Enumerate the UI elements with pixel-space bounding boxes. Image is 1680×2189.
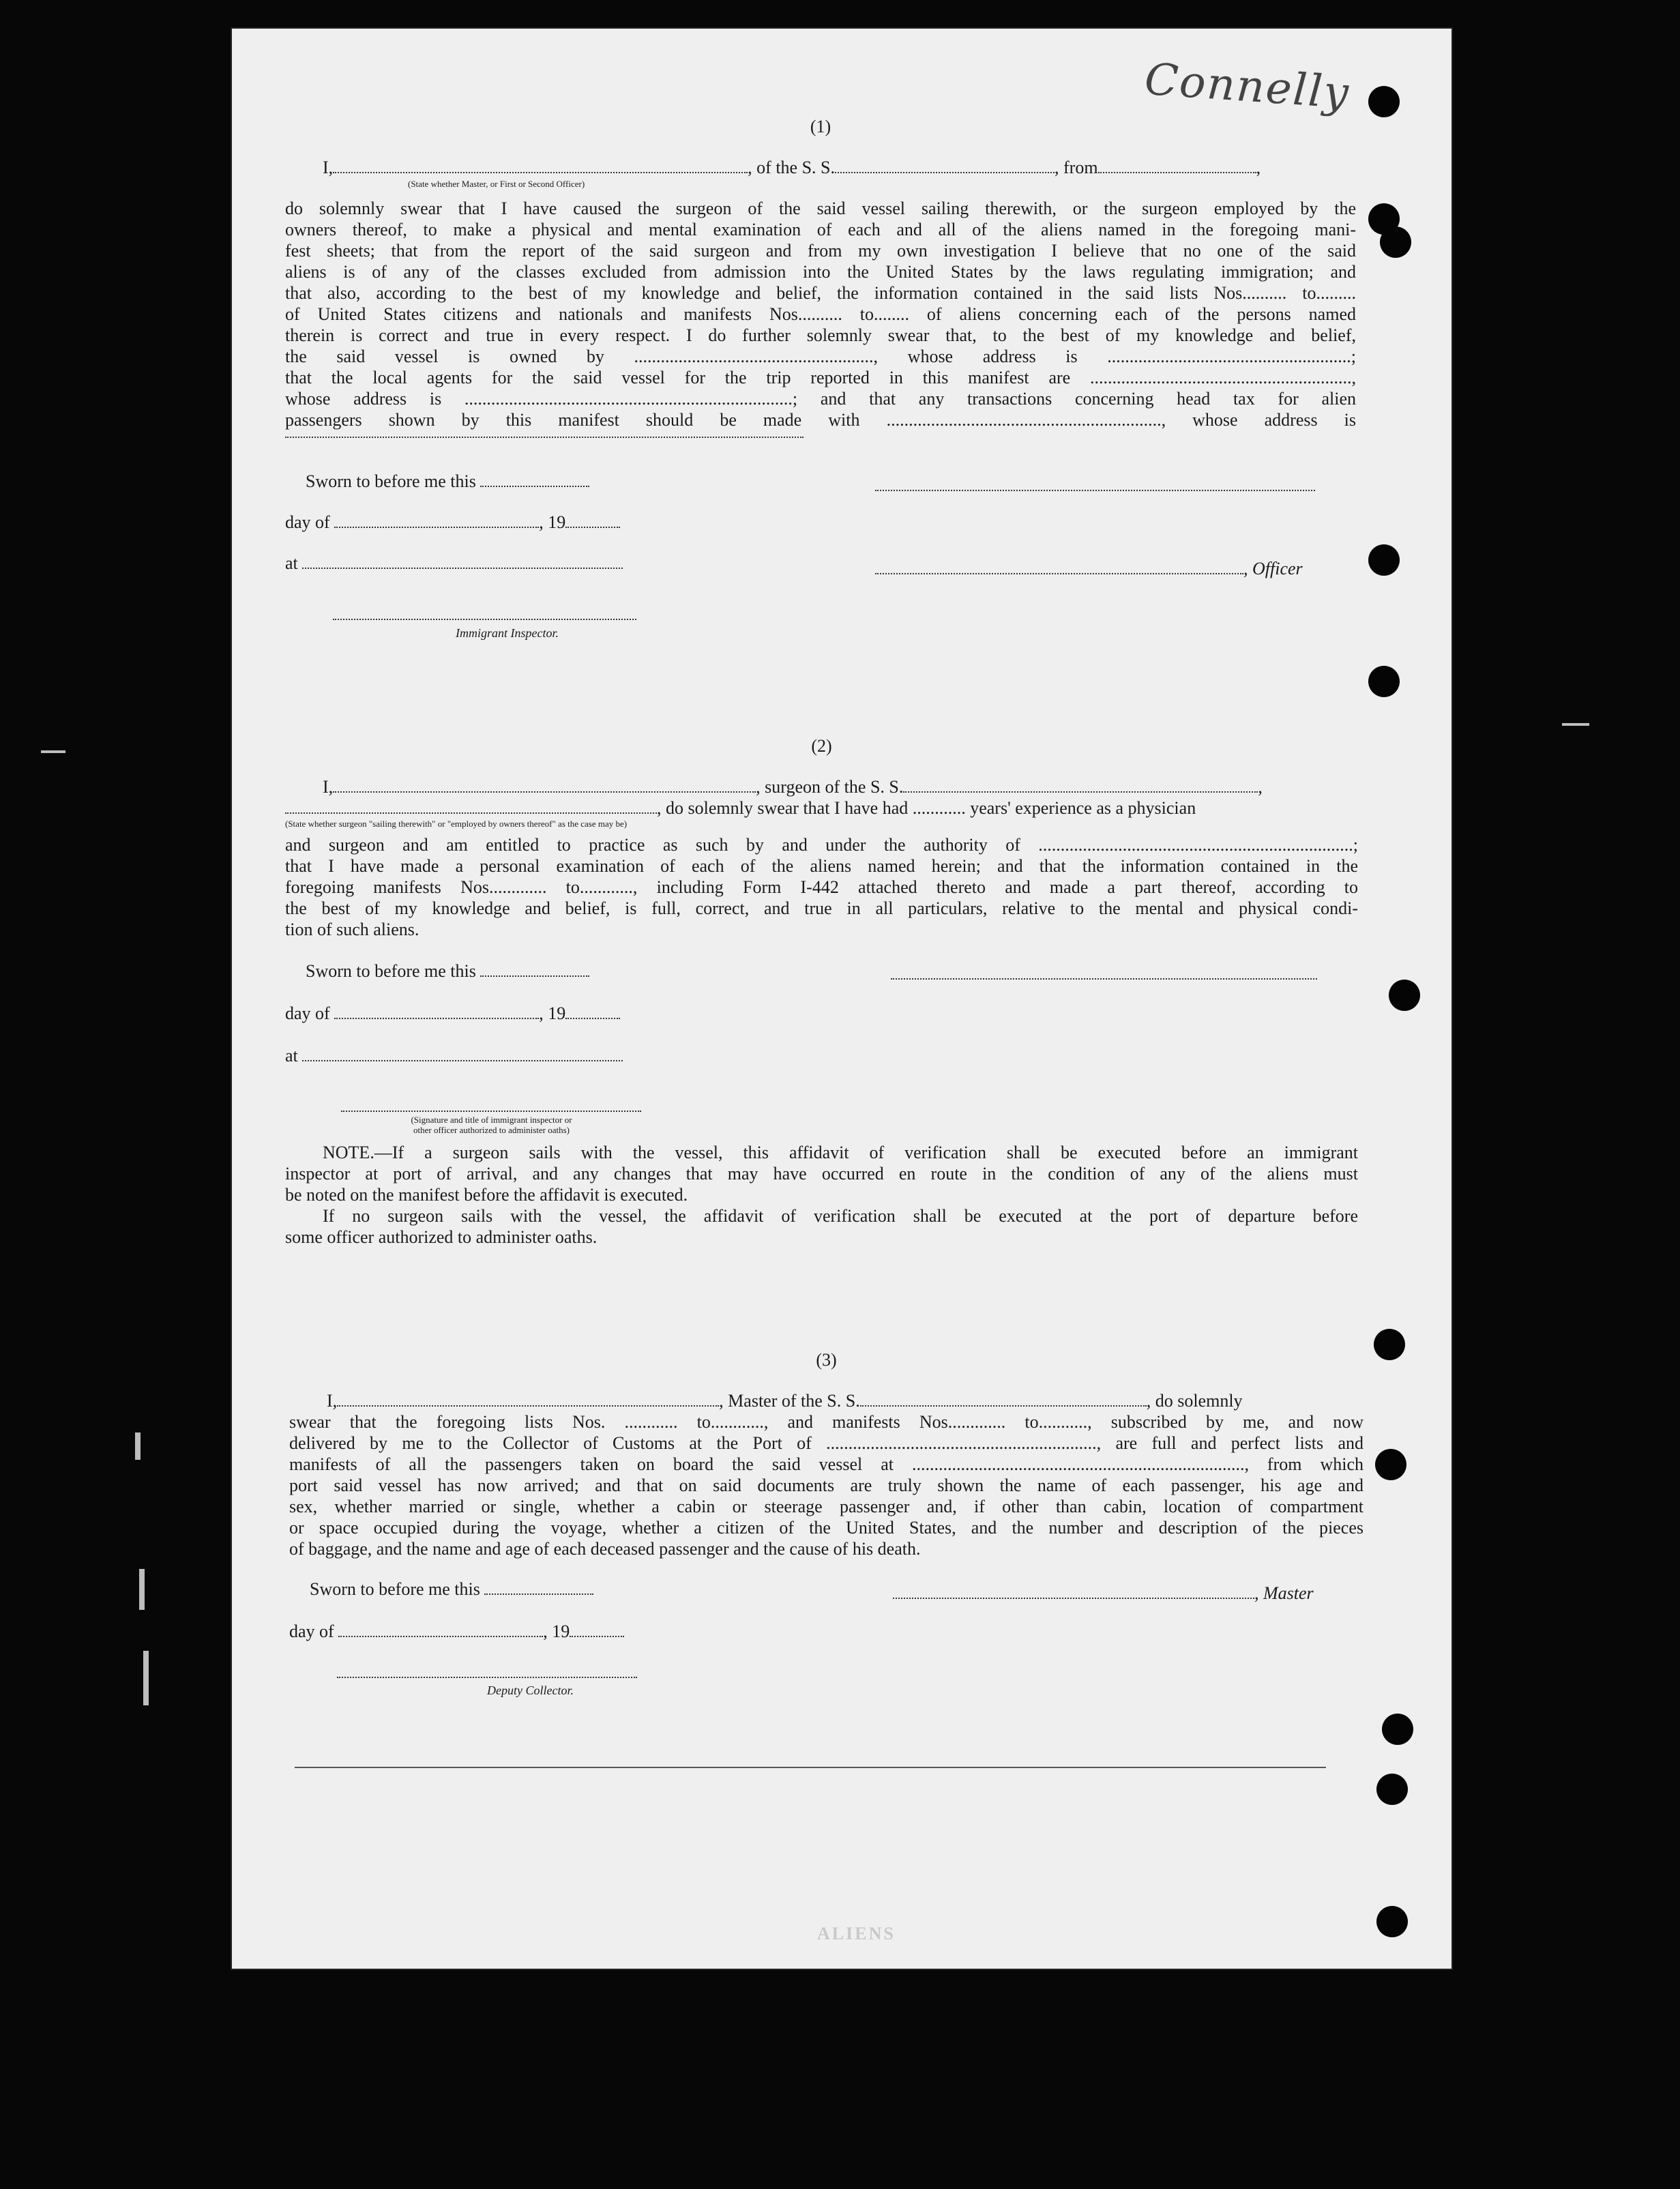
paragraph-line: sex, whether married or single, whether a cabin or steerage passenger and, if other than cabin, location of compartment (289, 1497, 1364, 1516)
paragraph-line: therein is correct and true in every respect. I do further solemnly swear that, to the best of my knowledge and belief, (285, 325, 1356, 345)
punch-hole (1376, 1906, 1408, 1937)
collector-caption: Deputy Collector. (487, 1684, 574, 1697)
signature-line (891, 977, 1317, 980)
surgeon-caption: (State whether surgeon "sailing therewith" or "employed by owners thereof" as the case may be) (285, 819, 628, 829)
punch-hole (1368, 86, 1400, 117)
paragraph-line: or space occupied during the voyage, whether a citizen of the United States, and the number and description of the pieces (289, 1518, 1364, 1538)
punch-hole (1382, 1714, 1413, 1745)
officer-signature-line: , Officer (875, 558, 1356, 580)
officer-caption: (State whether Master, or First or Second Officer) (408, 179, 585, 189)
sig-caption-1: (Signature and title of immigrant inspector or (411, 1115, 572, 1125)
paragraph-line: tion of such aliens. (285, 920, 419, 939)
scan-mark (41, 750, 65, 753)
paragraph-line: do solemnly swear that I have caused the surgeon of the said vessel sailing therewith, or the surgeon employed by the (285, 199, 1356, 218)
inspector-signature-line (333, 617, 636, 620)
address-line (285, 435, 804, 438)
day-line: day of , 19 (289, 1621, 1364, 1643)
scan-mark (139, 1569, 145, 1610)
sworn-line: Sworn to before me this (310, 1578, 1364, 1600)
section-number: (1) (810, 117, 831, 136)
officer-line: I, , of the S. S. , from , (323, 158, 1261, 177)
day-line: day of , 19 (285, 512, 1356, 533)
punch-hole (1374, 1329, 1405, 1360)
paragraph-line: owners thereof, to make a physical and mental examination of each and all of the aliens named in the foregoing mani- (285, 220, 1356, 239)
paragraph-line: of United States citizens and nationals and manifests Nos.......... to........ of aliens concerning each of the persons named (285, 304, 1356, 324)
sworn-line: Sworn to before me this (306, 960, 1358, 982)
sig-caption-2: other officer authorized to administer oaths) (413, 1125, 570, 1135)
section-number: (2) (811, 736, 832, 756)
surgeon-line: I, , surgeon of the S. S. , (323, 777, 1263, 797)
paragraph-line: port said vessel has now arrived; and that on said documents are truly shown the name of each passenger, his age and (289, 1475, 1364, 1495)
paragraph-line: whose address is ..........................................................................; and that any transactions concerning head tax for alien (285, 389, 1356, 409)
surgeon-line-2: , do solemnly swear that I have had ............ years' experience as a physician (285, 797, 1358, 819)
paragraph-line: delivered by me to the Collector of Customs at the Port of ............................................................., are full and perfect lists and (289, 1433, 1364, 1453)
note-line: some officer authorized to administer oaths. (285, 1227, 598, 1247)
paragraph-line: that the local agents for the said vessel for the trip reported in this manifest are ..........................................................., (285, 368, 1356, 387)
paragraph-line: the best of my knowledge and belief, is full, correct, and true in all particulars, relative to the mental and physical condi- (285, 898, 1358, 918)
paragraph-line: manifests of all the passengers taken on board the said vessel at ..........................................................................., from which (289, 1454, 1364, 1474)
signature-line (875, 488, 1315, 491)
punch-hole (1389, 980, 1420, 1011)
paragraph-line: aliens is of any of the classes excluded from admission into the United States by the laws regulating immigration; and (285, 262, 1356, 282)
paragraph-line: of baggage, and the name and age of each deceased passenger and the cause of his death. (289, 1539, 921, 1559)
note-line: inspector at port of arrival, and any changes that may have occurred en route in the condition of any of the aliens must (285, 1164, 1358, 1184)
at-line: at (285, 553, 1356, 574)
collector-signature-line (337, 1675, 637, 1678)
punch-hole (1368, 544, 1400, 576)
inspector-signature-line (341, 1109, 641, 1112)
affidavit-section-1 (285, 116, 1356, 730)
handwritten-name: Connelly (1143, 54, 1352, 119)
paragraph-line: passengers shown by this manifest should be made with .............................................................., whose address is (285, 410, 1356, 430)
at-line: at (285, 1045, 1358, 1067)
paragraph-line: foregoing manifests Nos............. to............, including Form I-442 attached thereto and made a part thereof, according to (285, 877, 1358, 897)
inspector-caption: Immigrant Inspector. (456, 626, 559, 640)
affidavit-section-2 (285, 735, 1358, 1295)
note-line: If no surgeon sails with the vessel, the affidavit of verification shall be executed at the port of departure before (323, 1206, 1358, 1226)
punch-hole (1380, 226, 1411, 258)
note-line: be noted on the manifest before the affidavit is executed. (285, 1185, 688, 1205)
paragraph-line: that also, according to the best of my knowledge and belief, the information contained in the said lists Nos.......... to......... (285, 283, 1356, 303)
master-line: I, , Master of the S. S. , do solemnly (327, 1391, 1243, 1411)
paragraph-line: the said vessel is owned by ......................................................, whose address is .......................................................; (285, 347, 1356, 366)
scan-mark (135, 1433, 141, 1460)
bottom-rule (295, 1767, 1326, 1768)
scan-mark (143, 1651, 149, 1705)
punch-hole (1375, 1449, 1406, 1480)
paragraph-line: fest sheets; that from the report of the said surgeon and from my own investigation I believe that no one of the said (285, 241, 1356, 261)
paragraph-line: that I have made a personal examination of each of the aliens named herein; and that the information contained in the (285, 856, 1358, 876)
affidavit-section-3 (289, 1349, 1364, 1759)
punch-hole (1376, 1774, 1408, 1805)
paragraph-line: and surgeon and am entitled to practice as such by and under the authority of .......................................................................; (285, 835, 1358, 855)
note-line: NOTE.—If a surgeon sails with the vessel, this affidavit of verification shall be executed before an immigrant (323, 1143, 1358, 1162)
punch-hole (1368, 666, 1400, 697)
section-number: (3) (816, 1350, 837, 1370)
master-signature-line: , Master (893, 1583, 1364, 1604)
scan-mark (1562, 723, 1589, 726)
paragraph-line: swear that the foregoing lists Nos. ............ to............, and manifests Nos............. to..........., subscribed by me, and now (289, 1412, 1364, 1432)
bleed-through-text: ALIENS (817, 1924, 896, 1943)
sworn-line: Sworn to before me this (306, 471, 1356, 493)
form-page (231, 27, 1453, 1970)
day-line: day of , 19 (285, 1003, 1358, 1025)
